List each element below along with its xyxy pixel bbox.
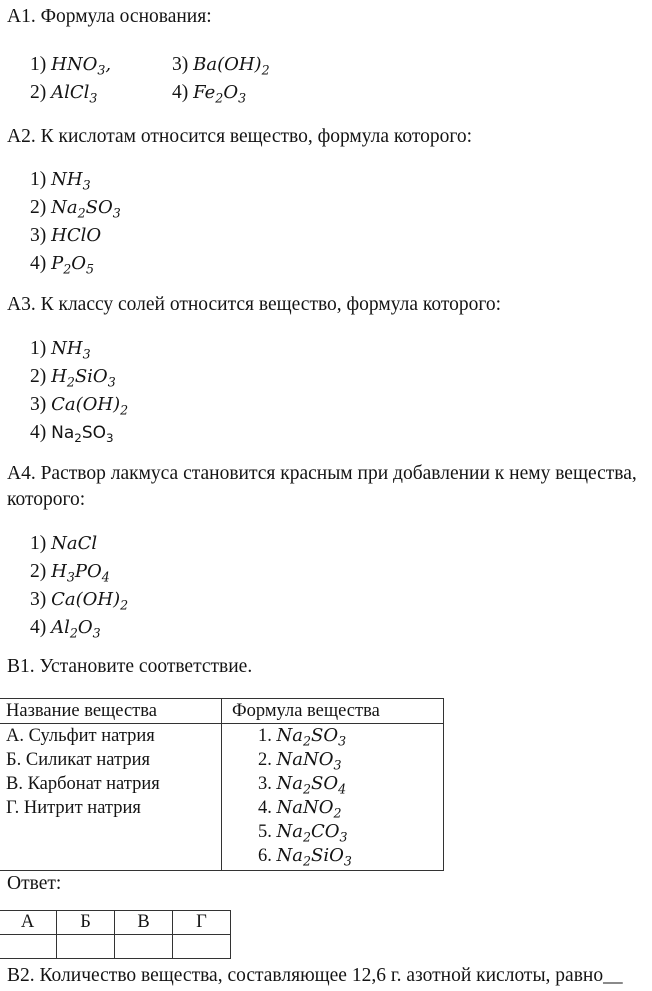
a4-option-3: 3) $Ca(OH)_2$ bbox=[30, 589, 129, 613]
a2-option-4: 4) $P_2O_5$ bbox=[30, 253, 95, 277]
formula-item: 4. NaNO$_2$ bbox=[258, 797, 342, 821]
formula-item: 2. NaNO$_3$ bbox=[258, 749, 342, 773]
question-a3: А3. К классу солей относится вещество, формула которого: bbox=[7, 294, 502, 315]
a3-option-4: 4) $Na_2SO_3$ bbox=[30, 422, 114, 446]
substance-name: Б. Силикат натрия bbox=[6, 750, 150, 770]
question-a4-line1: А4. Раствор лакмуса становится красным при добавлении к нему вещества, bbox=[7, 463, 637, 484]
a3-option-1: 1) $NH_3$ bbox=[30, 338, 91, 362]
a2-option-2: 2) $Na_2SO_3$ bbox=[30, 197, 121, 221]
answer-cell-b[interactable] bbox=[57, 935, 115, 959]
matching-table-header bbox=[0, 699, 444, 724]
a4-option-4: 4) $Al_2O_3$ bbox=[30, 617, 101, 641]
formula-item: 3. $Na_2SO_4$ bbox=[258, 773, 347, 797]
a1-option-3: 3) $Ba(OH)_2$ bbox=[172, 54, 270, 78]
matching-table-body bbox=[0, 724, 444, 871]
a1-option-1: 1) $HNO_3$, bbox=[30, 54, 112, 78]
substance-name: Г. Нитрит натрия bbox=[6, 798, 141, 818]
answer-cell-v[interactable] bbox=[115, 935, 173, 959]
answer-table bbox=[0, 910, 231, 959]
matching-table bbox=[0, 698, 444, 871]
answer-col-v: В bbox=[115, 911, 173, 935]
a2-option-3: 3) HClO bbox=[30, 225, 102, 246]
question-a2: А2. К кислотам относится вещество, формула которого: bbox=[7, 126, 473, 147]
answer-table-header bbox=[0, 911, 231, 935]
formula-item: 6. $Na_2SiO_3$ bbox=[258, 845, 352, 869]
question-b2: В2. Количество вещества, составляющее 12,6 г. азотной кислоты, равно__ bbox=[7, 965, 623, 986]
answer-cell-g[interactable] bbox=[173, 935, 231, 959]
substance-name: А. Сульфит натрия bbox=[6, 726, 155, 746]
a1-option-4: 4) $Fe_2O_3$ bbox=[172, 82, 247, 106]
a4-option-2: 2) $H_3PO_4$ bbox=[30, 561, 110, 585]
a1-option-2: 2) AlCl$_3$ bbox=[30, 82, 98, 106]
a3-option-3: 3) $Ca(OH)_2$ bbox=[30, 394, 129, 418]
answer-cell-a[interactable] bbox=[0, 935, 57, 959]
substance-name: В. Карбонат натрия bbox=[6, 774, 160, 794]
a3-option-2: 2) $H_2SiO_3$ bbox=[30, 366, 116, 390]
question-b1: В1. Установите соответствие. bbox=[7, 656, 253, 677]
col-formula-header: Формула вещества bbox=[232, 701, 380, 721]
answer-col-a: А bbox=[0, 911, 57, 935]
formula-item: 1. $Na_2SO_3$ bbox=[258, 725, 347, 749]
answer-table-inputs bbox=[0, 935, 231, 959]
answer-col-g: Г bbox=[173, 911, 231, 935]
question-a1: А1. Формула основания: bbox=[7, 6, 212, 27]
question-a4-line2: которого: bbox=[7, 489, 86, 510]
col-name-header: Название вещества bbox=[6, 701, 157, 721]
answer-label: Ответ: bbox=[7, 873, 62, 894]
answer-col-b: Б bbox=[57, 911, 115, 935]
a4-option-1: 1) NaCl bbox=[30, 533, 98, 554]
formula-item: 5. $Na_2CO_3$ bbox=[258, 821, 348, 845]
a2-option-1: 1) $NH_3$ bbox=[30, 169, 91, 193]
